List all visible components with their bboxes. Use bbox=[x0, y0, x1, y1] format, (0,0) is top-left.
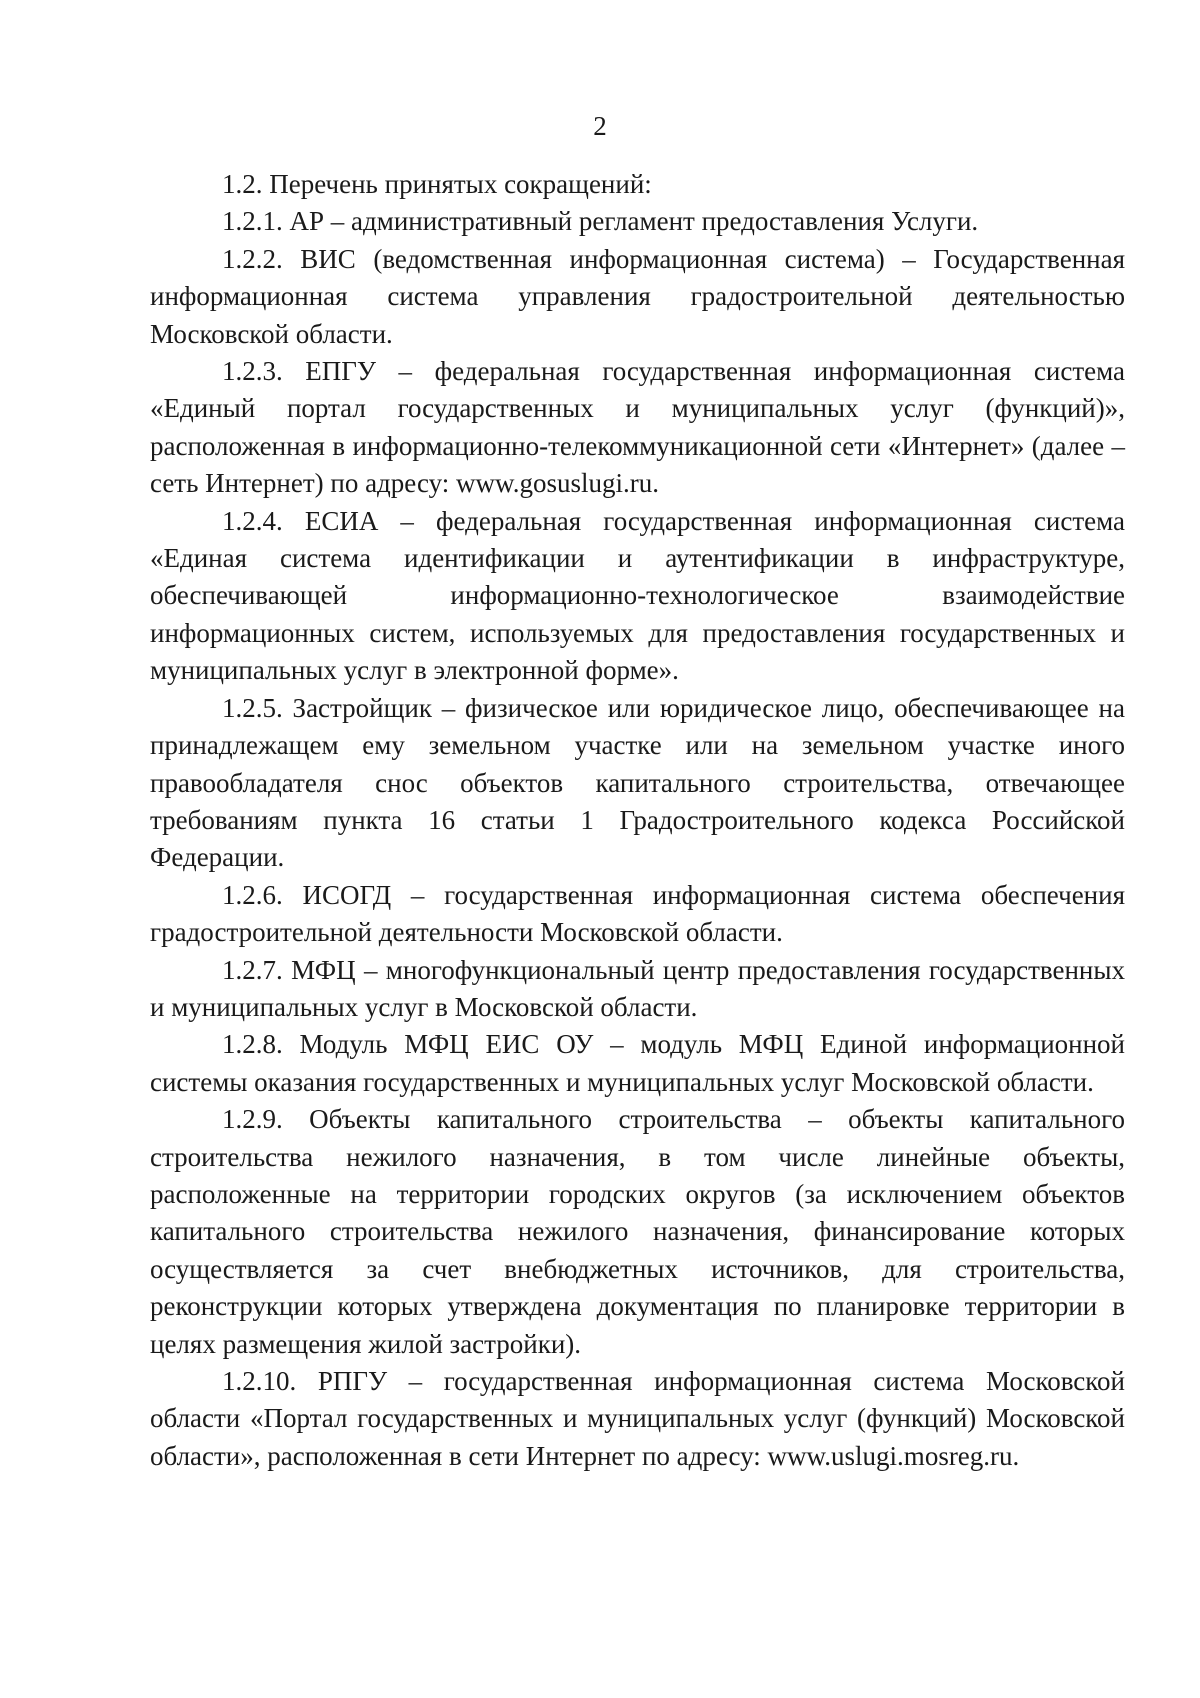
paragraph-isogd: 1.2.6. ИСОГД – государственная информационная система обеспечения градостроительной деятельности Московской области. bbox=[150, 879, 1125, 948]
document-body bbox=[150, 166, 1125, 1475]
paragraph-rpgu: 1.2.10. РПГУ – государственная информационная система Московской области «Портал государственных и муниципальных услуг (функций) Московской области», расположенная в сети Интернет по адресу: www.uslugi.mosreg.ru. bbox=[150, 1366, 1125, 1471]
paragraph-zastroyshchik: 1.2.5. Застройщик – физическое или юридическое лицо, обеспечивающее на принадлежащем ему земельном участке или на земельном участке иного правообладателя снос объектов капитального строительства, отвечающее требованиям пункта 16 статьи 1 Градостроительного кодекса Российской Федерации. bbox=[150, 692, 1125, 873]
paragraph-oks: 1.2.9. Объекты капитального строительства – объекты капитального строительства нежилого назначения, в том числе линейные объекты, расположенные на территории городских округов (за исключением объектов капитального строительства нежилого назначения, финансирование которых осуществляется за счет внебюджетных источников, для строительства, реконструкции которых утверждена документация по планировке территории в целях размещения жилой застройки). bbox=[150, 1104, 1125, 1359]
paragraph-abbreviations-heading: 1.2. Перечень принятых сокращений: bbox=[222, 169, 652, 199]
paragraph-vis: 1.2.2. ВИС (ведомственная информационная система) – Государственная информационная система управления градостроительной деятельностью Московской области. bbox=[150, 243, 1125, 349]
paragraph-mfc: 1.2.7. МФЦ – многофункциональный центр предоставления государственных и муниципальных услуг в Московской области. bbox=[150, 954, 1125, 1022]
paragraph-ar: 1.2.1. АР – административный регламент предоставления Услуги. bbox=[222, 206, 979, 237]
paragraph-module-mfc: 1.2.8. Модуль МФЦ ЕИС ОУ – модуль МФЦ Единой информационной системы оказания государственных и муниципальных услуг Московской области. bbox=[150, 1029, 1125, 1097]
paragraph-epgu: 1.2.3. ЕПГУ – федеральная государственная информационная система «Единый портал государственных и муниципальных услуг (функций)», расположенная в информационно-телекоммуникационной сети «Интернет» (далее – сеть Интернет) по адресу: www.gosuslugi.ru. bbox=[150, 356, 1125, 499]
paragraph-esia: 1.2.4. ЕСИА – федеральная государственная информационная система «Единая система идентификации и аутентификации в инфраструктуре, обеспечивающей информационно-технологическое взаимодействие информационных систем, используемых для предоставления государственных и муниципальных услуг в электронной форме». bbox=[150, 505, 1125, 686]
page-number: 2 bbox=[593, 111, 607, 141]
